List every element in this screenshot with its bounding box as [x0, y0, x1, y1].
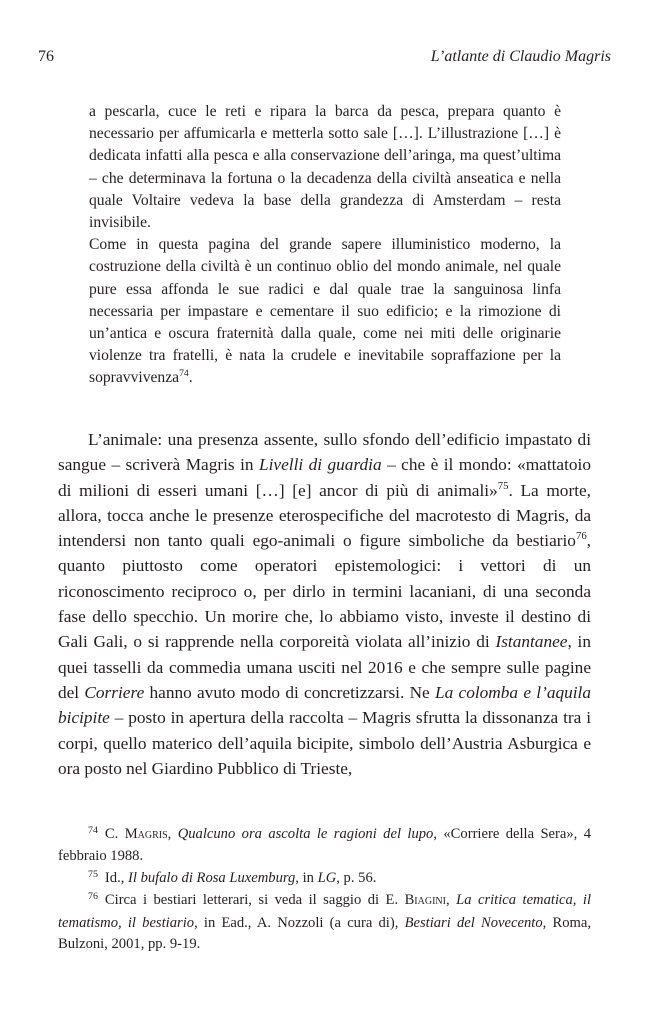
main-text: [58, 427, 591, 781]
footnote-author: Magris: [124, 826, 168, 842]
footnote-text: , p. 56.: [336, 869, 377, 886]
quote-paragraph-1: a pescarla, cuce le reti e ripara la barca da pesca, prepara quanto è necessario per affumicarla e metterla sotto sale […]. L’illustrazione […] è dedicata infatti alla pesca e alla conservazione dell’aringa, ma quest’ultima – che determinava la fortuna o la decadenza della civiltà anseatica e nella quale Voltaire vedeva la base della grandezza di Amsterdam – resta invisibile.: [89, 103, 561, 232]
body-text-segment: hanno avuto modo di concretizzarsi. Ne: [144, 682, 436, 702]
page-number: 76: [38, 48, 54, 65]
newspaper-corriere: Corriere: [84, 682, 145, 702]
footnote-text: , in: [295, 869, 318, 886]
footnote-text: , «Corriere della Sera», 4 febbraio 1988.: [58, 826, 592, 865]
footnote-text: , Roma, Bulzoni, 2001, pp. 9-19.: [58, 914, 591, 953]
footnote-number: 75: [88, 868, 98, 880]
body-text-segment: . La morte, allora, tocca anche le presenze eterospecifiche del macrotesto di Magris, da intendersi non tanto quali ego-animali o figure simboliche da bestiario: [58, 480, 591, 551]
footnote-abbreviation: LG: [317, 869, 337, 886]
body-text-segment: , in quei tasselli da commedia umana usciti nel 2016 e che sempre sulle pagine del: [58, 632, 591, 702]
footnote-ref-75: 75: [497, 479, 509, 492]
block-quote: [89, 101, 561, 390]
footnote-title: Il bufalo di Rosa Luxemburg: [128, 869, 296, 886]
quote-paragraph-2-text: Come in questa pagina del grande sapere illuministico moderno, la costruzione della civiltà è un continuo oblio del mondo animale, nel quale pure essa affonda le sue radici e dal quale trae la sanguinosa linfa necessaria per impastare e cementare il suo edificio; e la rimozione di un’antica e oscura fraternità dalla quale, come nei miti delle originarie violenze tra fratelli, è nata la crudele e inevitabile sopraffazione per la sopravvivenza: [89, 236, 561, 387]
footnote-title: Qualcuno ora ascolta le ragioni del lupo: [177, 826, 434, 842]
footnote-title: La critica tematica, il tematismo, il bestiario: [58, 892, 592, 931]
running-title: L’atlante di Claudio Magris: [430, 48, 611, 65]
footnote-text: Id.,: [104, 869, 129, 886]
footnote-ref-74: 74: [179, 368, 189, 380]
footnote-title: Bestiari del Novecento: [404, 914, 543, 931]
body-paragraph: [58, 427, 591, 781]
footnote-number: 74: [88, 825, 98, 837]
body-text-segment: – che è il mondo: «mattatoio di milioni di esseri umani […] [e] ancor di più di animali»: [58, 455, 591, 500]
footnote-74: [58, 824, 591, 868]
footnote-text: Circa i bestiari letterari, si veda il saggio di E.: [104, 892, 405, 909]
footnote-ref-76: 76: [575, 530, 587, 543]
quote-paragraph-2: Come in questa pagina del grande sapere illuministico moderno, la costruzione della civiltà è un continuo oblio del mondo animale, nel quale pure essa affonda le sue radici e dal quale trae la sanguinosa linfa necessaria per impastare e cementare il suo edificio; e la rimozione di un’antica e oscura fraternità dalla quale, come nei miti delle originarie violenze tra fratelli, è nata la crudele e inevitabile sopraffazione per la sopravvivenza$^{74}$.: [89, 236, 561, 387]
page-header: [38, 48, 611, 74]
body-text-segment: L’animale: una presenza assente, sullo sfondo dell’edificio impastato di sangue – scriverà Magris in: [58, 430, 591, 475]
footnote-text: ,: [167, 826, 178, 842]
footnote-75: [58, 868, 591, 890]
footnote-text: , in Ead., A. Nozzoli (a cura di),: [194, 914, 405, 931]
footnote-text: C.: [104, 826, 125, 842]
footnotes: [58, 824, 591, 955]
book-title-istantanee: Istantanee: [495, 632, 568, 652]
footnote-76: [58, 890, 591, 955]
footnote-author: Biagini: [404, 892, 446, 909]
book-title-livelli-di-guardia: Livelli di guardia: [259, 455, 382, 475]
body-text-segment: , quanto piuttosto come operatori epistemologici: i vettori di un riconoscimento reciproco o, per dirlo in termini lacaniani, di una seconda fase dello specchio. Un morire che, lo abbiamo visto, investe il destino di Gali Gali, o si rapprende nella corporeità violata all’inizio di: [58, 531, 591, 652]
title-la-colomba: La colomba e l’aquila bicipite: [58, 682, 591, 728]
footnote-number: 76: [88, 891, 98, 903]
body-text-segment: – posto in apertura della raccolta – Magris sfrutta la dissonanza tra i corpi, quello materico dell’aquila bicipite, simbolo dell’Austria Asburgica e ora posto nel Giardino Pubblico di Trieste,: [58, 708, 591, 778]
footnote-text: ,: [445, 892, 457, 909]
